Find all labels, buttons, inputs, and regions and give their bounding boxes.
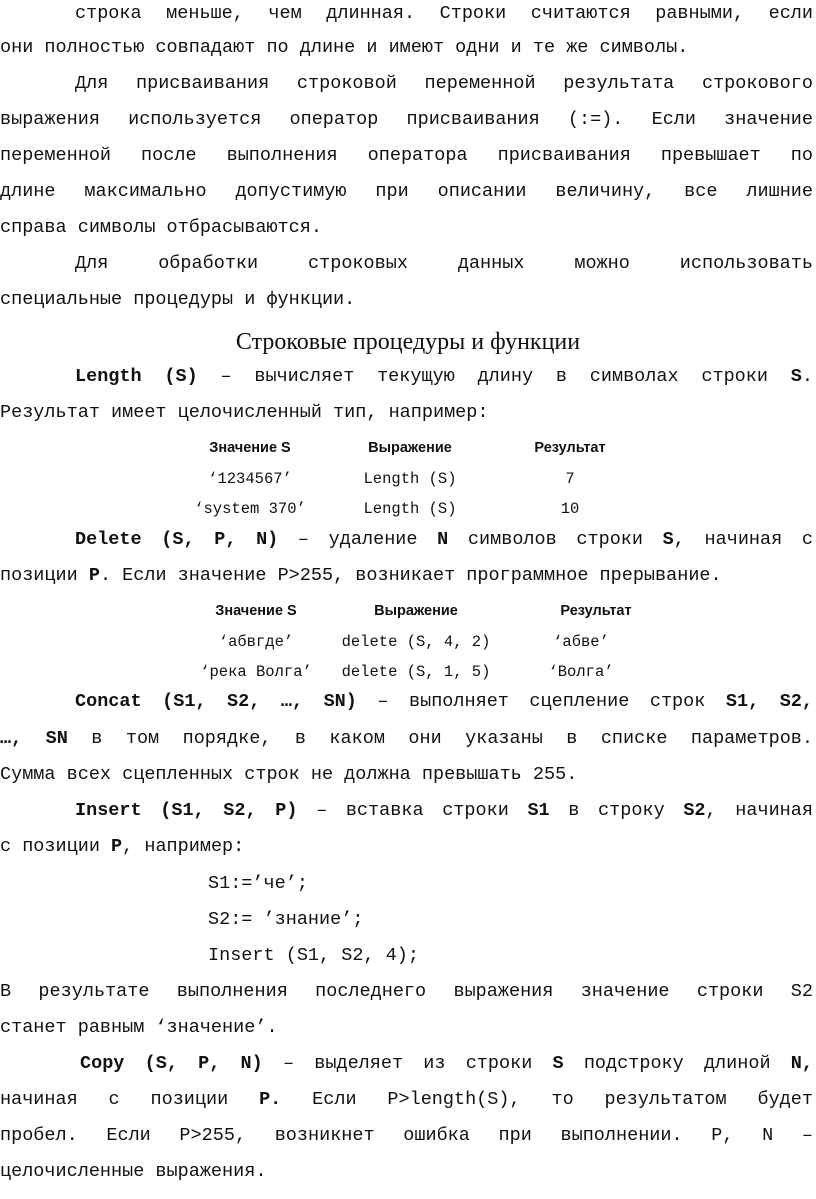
function-name: Insert (S1, S2, P) (75, 800, 298, 821)
argument-name: P. (259, 1089, 282, 1110)
argument-name: S1 (527, 800, 550, 821)
paragraph-line: они полностью совпадают по длине и имеют одни и те же символы. (0, 37, 689, 58)
text-span: . (801, 366, 813, 387)
text-span: , например: (122, 836, 245, 857)
paragraph-line: длине максимально допустимую при описании величину, все лишние (0, 181, 813, 202)
table-cell: Length (S) (363, 470, 457, 488)
paragraph-line (0, 558, 813, 594)
paragraph-line (0, 522, 813, 558)
paragraph-line (0, 1082, 813, 1118)
example-table-length (170, 433, 650, 525)
paragraph-line (0, 0, 813, 32)
argument-name: N, (790, 1053, 813, 1074)
table-header: Значение S (209, 440, 291, 456)
paragraph-line: специальные процедуры и функции. (0, 289, 356, 310)
table-cell: ‘абвгде’ (218, 633, 294, 651)
paragraph-line (0, 721, 813, 757)
example-table-delete (176, 596, 656, 688)
text-span: символов строки (448, 529, 663, 550)
text-span: начиная с позиции (0, 1089, 260, 1110)
text-span: – вычисляет текущую длину в символах строки (197, 366, 791, 387)
text-span: , начиная (705, 800, 813, 821)
table-header: Выражение (374, 603, 458, 619)
text-span: Если P>length(S), то результатом будет (281, 1089, 813, 1110)
table-cell: ‘Волга’ (548, 663, 614, 681)
paragraph-line: Для присваивания строковой переменной результата строкового (75, 73, 813, 94)
argument-name: N (437, 529, 449, 550)
table-cell: 7 (565, 470, 575, 488)
text-span: – вставка строки (297, 800, 528, 821)
argument-name: S (790, 366, 802, 387)
paragraph-line: переменной после выполнения оператора присваивания превышает по (0, 145, 813, 166)
paragraph-line (0, 1046, 813, 1082)
argument-name: S (552, 1053, 564, 1074)
table-cell: ‘1234567’ (208, 470, 292, 488)
text-span: . Если значение P>255, возникает программное прерывание. (99, 565, 722, 586)
code-line: Insert (S1, S2, 4); (208, 945, 419, 966)
text-span: позиции (0, 565, 89, 586)
table-header: Значение S (215, 603, 297, 619)
function-name: Copy (S, P, N) (80, 1053, 263, 1074)
table-header: Результат (560, 603, 632, 619)
function-name: Length (S) (75, 366, 198, 387)
argument-name: P (111, 836, 123, 857)
function-name: Delete (S, P, N) (75, 529, 279, 550)
table-cell: ‘река Волга’ (200, 663, 312, 681)
paragraph-line: Результат имеет целочисленный тип, например: (0, 402, 489, 423)
paragraph-line: Сумма всех сцепленных строк не должна превышать 255. (0, 764, 578, 785)
text-span: – выполняет сцепление строк (356, 691, 726, 712)
table-cell: delete (S, 1, 5) (341, 663, 491, 681)
paragraph-line: выражения используется оператор присваивания (:=). Если значение (0, 109, 813, 130)
text-span: – выделяет из строки (262, 1053, 553, 1074)
paragraph-line (0, 359, 813, 395)
argument-name: …, SN (0, 728, 68, 749)
table-cell: Length (S) (363, 500, 457, 518)
code-line: S2:= ’знание’; (208, 909, 364, 930)
text-span: подстроку длиной (563, 1053, 791, 1074)
argument-name: P (88, 565, 100, 586)
text-span: в том порядке, в каком они указаны в списке параметров. (67, 728, 813, 749)
paragraph-line: пробел. Если P>255, возникнет ошибка при выполнении. P, N – (0, 1125, 813, 1146)
code-line: S1:=’че’; (208, 873, 308, 894)
paragraph-line: станет равным ‘значение’. (0, 1017, 278, 1038)
argument-name: S1, S2, (725, 691, 813, 712)
paragraph-line: Для обработки строковых данных можно использовать (75, 253, 813, 274)
argument-name: S (662, 529, 674, 550)
paragraph-line (0, 793, 813, 829)
table-header: Выражение (368, 440, 452, 456)
table-cell: 10 (560, 500, 580, 518)
table-header: Результат (534, 440, 606, 456)
paragraph-line (0, 684, 813, 720)
text-span: с позиции (0, 836, 112, 857)
argument-name: S2 (683, 800, 706, 821)
paragraph-line: В результате выполнения последнего выражения значение строки S2 (0, 981, 813, 1002)
table-cell: delete (S, 4, 2) (341, 633, 491, 651)
text-span: в строку (549, 800, 684, 821)
text-span: – удаление (278, 529, 438, 550)
section-heading: Строковые процедуры и функции (235, 329, 581, 355)
paragraph-line: справа символы отбрасываются. (0, 217, 322, 238)
table-cell: ‘абве’ (553, 633, 609, 651)
paragraph-line (0, 829, 813, 865)
table-cell: ‘system 370’ (194, 500, 306, 518)
paragraph-line: целочисленные выражения. (0, 1161, 267, 1182)
text-span: строка меньше, чем длинная. Строки считаются равными, если (75, 3, 813, 24)
function-name: Concat (S1, S2, …, SN) (75, 691, 357, 712)
text-span: , начиная с (673, 529, 813, 550)
